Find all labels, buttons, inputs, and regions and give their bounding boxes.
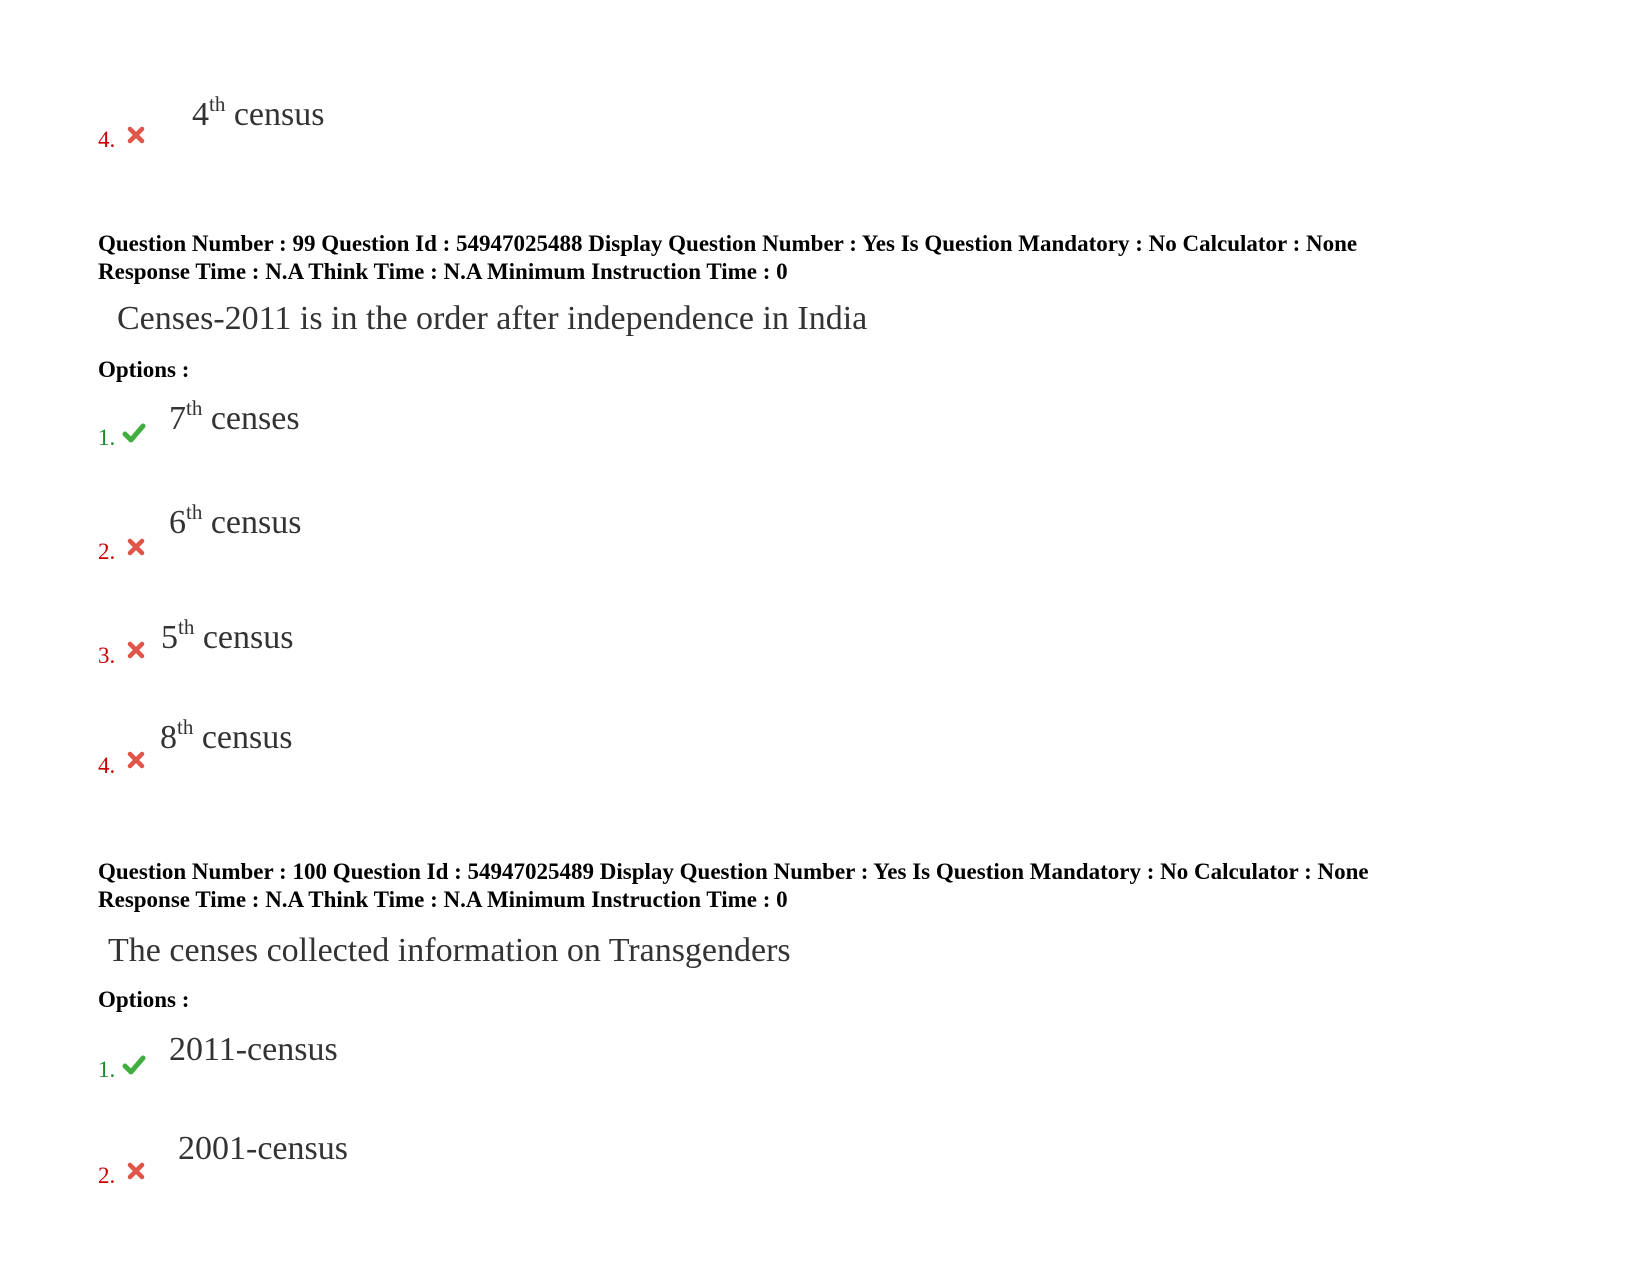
prev-option-4-number: 4. [98,127,116,152]
q100-question-text: The censes collected information on Transgenders [108,932,791,969]
q99-option-4-text: 8th census [160,715,293,756]
q100-option-1-text: 2011-census [169,1031,338,1068]
q99-option-2-text: 6th census [169,500,302,541]
q99-meta [98,230,1357,286]
check-icon [122,1054,146,1076]
q100-meta-line-1: Question Number : 100 Question Id : 54947025489 Display Question Number : Yes Is Question Mandatory : No Calculator : None [98,859,1369,884]
q99-option-1-text: 7th censes [169,396,300,437]
cross-icon [126,640,146,660]
check-icon [122,422,146,444]
q99-option-3-text: 5th census [161,615,294,656]
q99-meta-line-2: Response Time : N.A Think Time : N.A Minimum Instruction Time : 0 [98,259,788,284]
q100-meta [98,858,1369,914]
q99-option-2-number: 2. [98,539,116,564]
q99-meta-line-1: Question Number : 99 Question Id : 54947025488 Display Question Number : Yes Is Question Mandatory : No Calculator : None [98,231,1358,256]
q100-options-label: Options : [98,987,190,1012]
prev-option-4-text: 4th census [192,92,325,133]
q99-option-4-number: 4. [98,753,116,778]
q99-option-3-number: 3. [98,643,116,668]
q100-option-1-number: 1. [98,1057,116,1082]
cross-icon [126,750,146,770]
cross-icon [126,125,146,145]
q100-option-2-number: 2. [98,1163,116,1188]
q99-options-label: Options : [98,357,190,382]
cross-icon [126,1161,146,1181]
q100-meta-line-2: Response Time : N.A Think Time : N.A Minimum Instruction Time : 0 [98,887,788,912]
q100-option-2-text: 2001-census [178,1130,348,1167]
q99-question-text: Censes-2011 is in the order after independence in India [117,300,868,337]
q99-option-1-number: 1. [98,425,116,450]
cross-icon [126,537,146,557]
